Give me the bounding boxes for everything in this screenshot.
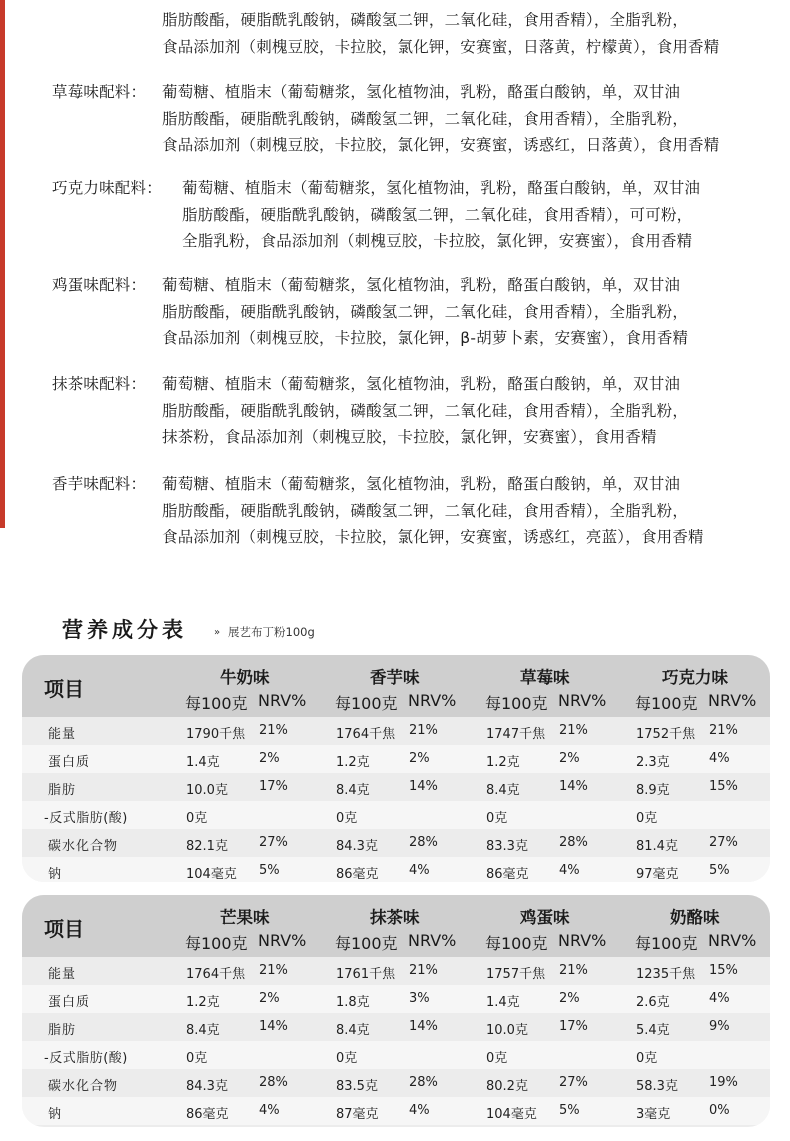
- ingredient-line: 葡萄糖、植脂末（葡萄糖浆，氢化植物油，乳粉，酪蛋白酸钠，单，双甘油: [162, 375, 681, 393]
- row-label: 碳水化合物: [48, 839, 119, 854]
- ingredient-line: 葡萄糖、植脂末（葡萄糖浆，氢化植物油，乳粉，酪蛋白酸钠，单，双甘油: [162, 475, 681, 493]
- value-cell: 2.6克: [636, 995, 670, 1010]
- flavor-header: 香芋味: [370, 668, 420, 687]
- ingredient-line: 脂肪酸酯，硬脂酰乳酸钠，磷酸氢二钾，二氧化硅，食用香精），全脂乳粉，: [162, 11, 689, 29]
- nrv-cell: 14%: [409, 1019, 438, 1034]
- table-row: [22, 1041, 770, 1069]
- ingredient-line: 脂肪酸酯，硬脂酰乳酸钠，磷酸氢二钾，二氧化硅，食用香精），全脂乳粉，: [162, 302, 689, 321]
- nrv-cell: 28%: [409, 1075, 438, 1090]
- value-cell: 87毫克: [336, 1107, 379, 1122]
- flavor-header: 抹茶味: [370, 908, 420, 927]
- ingredient-line: 葡萄糖、植脂末（葡萄糖浆，氢化植物油，乳粉，酪蛋白酸钠，单，双甘油: [162, 276, 681, 294]
- ingredient-line: 脂肪酸酯，硬脂酰乳酸钠，磷酸氢二钾，二氧化硅，食用香精），可可粉，: [182, 205, 693, 224]
- nrv-header: NRV%: [258, 691, 307, 710]
- item-header: 项目: [44, 917, 84, 941]
- value-cell: 1747千焦: [486, 727, 546, 742]
- nrv-header: NRV%: [708, 931, 757, 950]
- nutrition-table-1: [22, 655, 770, 882]
- value-cell: 1761千焦: [336, 967, 396, 982]
- value-cell: 83.3克: [486, 839, 528, 854]
- row-label: 蛋白质: [48, 755, 91, 770]
- nrv-cell: 15%: [709, 963, 738, 978]
- nrv-cell: 15%: [709, 779, 738, 794]
- ingredient-line: 脂肪酸酯，硬脂酰乳酸钠，磷酸氢二钾，二氧化硅，食用香精），全脂乳粉，: [162, 401, 689, 420]
- nrv-cell: 3%: [409, 991, 430, 1006]
- nrv-cell: 2%: [559, 991, 580, 1006]
- nrv-cell: 0%: [709, 1103, 730, 1118]
- value-cell: 86毫克: [186, 1107, 229, 1122]
- row-label: 碳水化合物: [48, 1079, 119, 1094]
- ingredient-flavor-label: 抹茶味配料：: [52, 375, 147, 393]
- per-100g-header: 每100克: [485, 934, 548, 953]
- nrv-cell: 2%: [259, 991, 280, 1006]
- double-arrow-icon: »: [214, 627, 221, 638]
- value-cell: 1235千焦: [636, 967, 696, 982]
- nrv-cell: 17%: [259, 779, 288, 794]
- per-100g-header: 每100克: [185, 694, 248, 713]
- table-row: [22, 829, 770, 857]
- value-cell: 86毫克: [336, 867, 379, 882]
- table-row: [22, 957, 770, 985]
- nrv-cell: 4%: [409, 1103, 430, 1118]
- value-cell: 0克: [486, 1051, 508, 1066]
- row-label: 蛋白质: [48, 995, 91, 1010]
- nrv-cell: 21%: [709, 723, 738, 738]
- nrv-cell: 19%: [709, 1075, 738, 1090]
- nrv-cell: 21%: [259, 963, 288, 978]
- nutrition-subtitle: 展艺布丁粉100g: [228, 625, 315, 639]
- table-row: [22, 773, 770, 801]
- nrv-cell: 27%: [559, 1075, 588, 1090]
- table-row: [22, 985, 770, 1013]
- nrv-cell: 4%: [709, 991, 730, 1006]
- row-label: 钠: [48, 1107, 63, 1122]
- ingredient-line: 全脂乳粉，食品添加剂（刺槐豆胶，卡拉胶，氯化钾，安赛蜜），食用香精: [182, 232, 693, 250]
- value-cell: 80.2克: [486, 1079, 528, 1094]
- per-100g-header: 每100克: [485, 694, 548, 713]
- nrv-cell: 4%: [559, 863, 580, 878]
- value-cell: 1.8克: [336, 995, 370, 1010]
- row-label: -反式脂肪(酸): [44, 811, 128, 826]
- value-cell: 58.3克: [636, 1079, 678, 1094]
- ingredient-line: 脂肪酸酯，硬脂酰乳酸钠，磷酸氢二钾，二氧化硅，食用香精），全脂乳粉，: [162, 109, 689, 128]
- nrv-cell: 27%: [259, 835, 288, 850]
- value-cell: 84.3克: [336, 839, 378, 854]
- nrv-cell: 14%: [559, 779, 588, 794]
- value-cell: 1790千焦: [186, 727, 246, 742]
- value-cell: 10.0克: [186, 783, 228, 798]
- per-100g-header: 每100克: [635, 694, 698, 713]
- row-label: 能量: [48, 727, 77, 742]
- value-cell: 1.4克: [186, 755, 220, 770]
- nrv-header: NRV%: [558, 691, 607, 710]
- value-cell: 1757千焦: [486, 967, 546, 982]
- nrv-cell: 21%: [559, 723, 588, 738]
- nrv-cell: 4%: [409, 863, 430, 878]
- nrv-header: NRV%: [408, 691, 457, 710]
- table-header: [22, 655, 770, 717]
- nrv-cell: 5%: [709, 863, 730, 878]
- value-cell: 97毫克: [636, 867, 679, 882]
- value-cell: 8.4克: [336, 1023, 370, 1038]
- nrv-cell: 5%: [259, 863, 280, 878]
- value-cell: 8.9克: [636, 783, 670, 798]
- value-cell: 8.4克: [186, 1023, 220, 1038]
- ingredient-flavor-label: 鸡蛋味配料：: [52, 276, 147, 294]
- value-cell: 1.2克: [336, 755, 370, 770]
- ingredient-line: 食品添加剂（刺槐豆胶，卡拉胶，氯化钾，安赛蜜，诱惑红，日落黄），食用香精: [162, 136, 720, 154]
- nrv-cell: 21%: [259, 723, 288, 738]
- per-100g-header: 每100克: [635, 934, 698, 953]
- nrv-cell: 28%: [409, 835, 438, 850]
- value-cell: 1.2克: [186, 995, 220, 1010]
- row-label: -反式脂肪(酸): [44, 1051, 128, 1066]
- table-row: [22, 1097, 770, 1125]
- value-cell: 1.2克: [486, 755, 520, 770]
- table-row: [22, 717, 770, 745]
- value-cell: 81.4克: [636, 839, 678, 854]
- ingredient-flavor-label: 巧克力味配料：: [52, 179, 162, 197]
- value-cell: 1752千焦: [636, 727, 696, 742]
- value-cell: 84.3克: [186, 1079, 228, 1094]
- nrv-cell: 5%: [559, 1103, 580, 1118]
- nutrition-title: 营养成分表: [62, 618, 187, 642]
- flavor-header: 奶酪味: [670, 908, 720, 927]
- value-cell: 104毫克: [186, 867, 237, 882]
- value-cell: 10.0克: [486, 1023, 528, 1038]
- nrv-cell: 21%: [409, 963, 438, 978]
- value-cell: 1764千焦: [186, 967, 246, 982]
- nrv-cell: 4%: [259, 1103, 280, 1118]
- nrv-cell: 28%: [259, 1075, 288, 1090]
- per-100g-header: 每100克: [335, 934, 398, 953]
- ingredient-line: 食品添加剂（刺槐豆胶，卡拉胶，氯化钾，β-胡萝卜素，安赛蜜），食用香精: [162, 329, 689, 347]
- value-cell: 2.3克: [636, 755, 670, 770]
- value-cell: 0克: [186, 811, 208, 826]
- row-label: 脂肪: [48, 783, 77, 798]
- ingredient-line: 食品添加剂（刺槐豆胶，卡拉胶，氯化钾，安赛蜜，诱惑红，亮蓝），食用香精: [162, 528, 704, 546]
- flavor-header: 巧克力味: [662, 668, 728, 687]
- value-cell: 0克: [486, 811, 508, 826]
- nrv-cell: 2%: [259, 751, 280, 766]
- nrv-header: NRV%: [708, 691, 757, 710]
- flavor-header: 草莓味: [520, 668, 570, 687]
- table-row: [22, 1069, 770, 1097]
- nrv-cell: 14%: [409, 779, 438, 794]
- nrv-cell: 17%: [559, 1019, 588, 1034]
- ingredient-line: 脂肪酸酯，硬脂酰乳酸钠，磷酸氢二钾，二氧化硅，食用香精），全脂乳粉，: [162, 501, 689, 520]
- nrv-cell: 9%: [709, 1019, 730, 1034]
- value-cell: 0克: [636, 811, 658, 826]
- ingredient-line: 葡萄糖、植脂末（葡萄糖浆，氢化植物油，乳粉，酪蛋白酸钠，单，双甘油: [162, 83, 681, 101]
- nrv-header: NRV%: [258, 931, 307, 950]
- row-label: 脂肪: [48, 1023, 77, 1038]
- table-header: [22, 895, 770, 957]
- flavor-header: 牛奶味: [220, 668, 270, 687]
- ingredient-line: 葡萄糖、植脂末（葡萄糖浆，氢化植物油，乳粉，酪蛋白酸钠，单，双甘油: [182, 179, 701, 197]
- row-label: 钠: [48, 867, 63, 882]
- nutrition-table-2: [22, 895, 770, 1127]
- value-cell: 1764千焦: [336, 727, 396, 742]
- nrv-cell: 2%: [409, 751, 430, 766]
- value-cell: 0克: [336, 811, 358, 826]
- nrv-cell: 21%: [409, 723, 438, 738]
- value-cell: 104毫克: [486, 1107, 537, 1122]
- row-label: 能量: [48, 967, 77, 982]
- per-100g-header: 每100克: [335, 694, 398, 713]
- flavor-header: 芒果味: [220, 908, 270, 927]
- nrv-cell: 21%: [559, 963, 588, 978]
- nrv-cell: 27%: [709, 835, 738, 850]
- table-row: [22, 745, 770, 773]
- value-cell: 86毫克: [486, 867, 529, 882]
- per-100g-header: 每100克: [185, 934, 248, 953]
- value-cell: 1.4克: [486, 995, 520, 1010]
- item-header: 项目: [44, 677, 84, 701]
- table-row: [22, 1013, 770, 1041]
- nrv-cell: 28%: [559, 835, 588, 850]
- nrv-header: NRV%: [558, 931, 607, 950]
- value-cell: 8.4克: [336, 783, 370, 798]
- value-cell: 0克: [336, 1051, 358, 1066]
- value-cell: 3毫克: [636, 1107, 671, 1122]
- ingredient-line: 抹茶粉，食品添加剂（刺槐豆胶，卡拉胶，氯化钾，安赛蜜），食用香精: [162, 428, 657, 446]
- table-row: [22, 801, 770, 829]
- nrv-header: NRV%: [408, 931, 457, 950]
- value-cell: 5.4克: [636, 1023, 670, 1038]
- table-row: [22, 857, 770, 882]
- value-cell: 0克: [636, 1051, 658, 1066]
- nrv-cell: 14%: [259, 1019, 288, 1034]
- red-side-strip: [0, 0, 5, 528]
- value-cell: 83.5克: [336, 1079, 378, 1094]
- value-cell: 8.4克: [486, 783, 520, 798]
- ingredient-flavor-label: 草莓味配料：: [52, 83, 147, 101]
- ingredient-flavor-label: 香芋味配料：: [52, 475, 147, 493]
- nrv-cell: 2%: [559, 751, 580, 766]
- value-cell: 82.1克: [186, 839, 228, 854]
- ingredient-line: 食品添加剂（刺槐豆胶，卡拉胶，氯化钾，安赛蜜，日落黄，柠檬黄），食用香精: [162, 38, 720, 56]
- value-cell: 0克: [186, 1051, 208, 1066]
- nrv-cell: 4%: [709, 751, 730, 766]
- flavor-header: 鸡蛋味: [520, 908, 570, 927]
